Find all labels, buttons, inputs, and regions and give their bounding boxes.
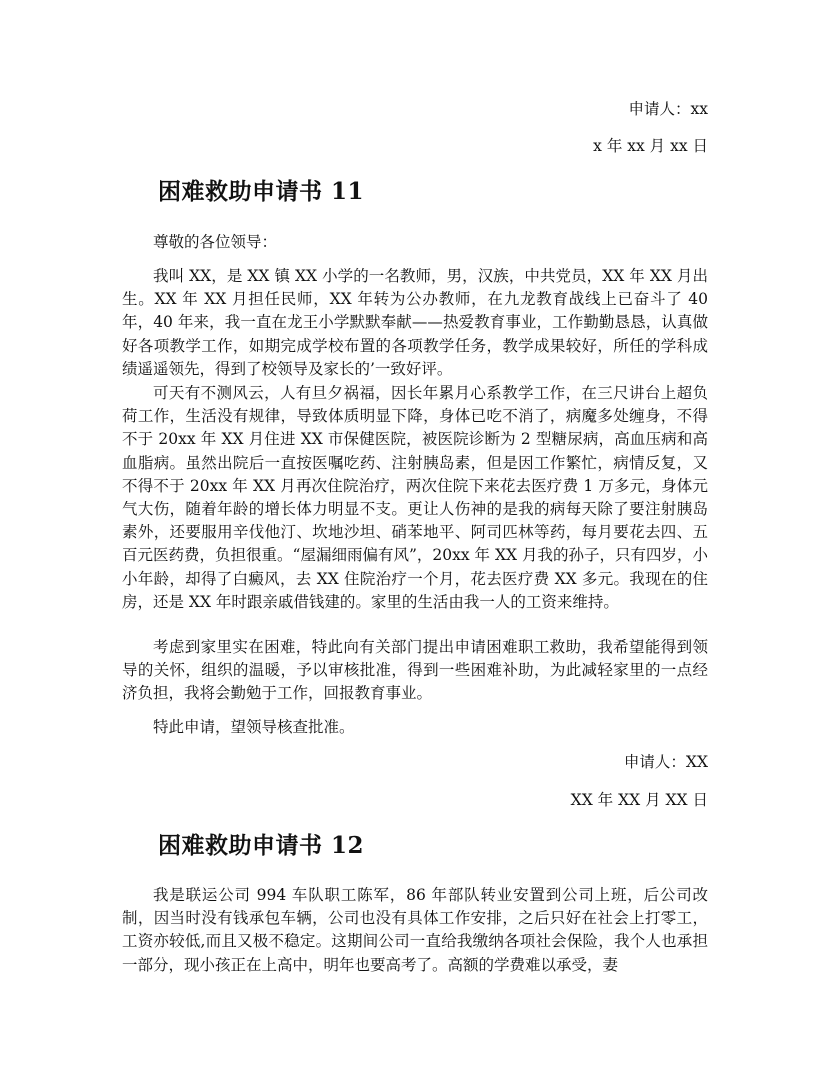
letter-11-paragraph-2: 可天有不测风云，人有旦夕祸福，因长年累月心系教学工作，在三尺讲台上超负荷工作，生活没有规律，导致体质明显下降，身体已吃不消了，病魔多处缠身，不得不于 20xx 年 XX 月住进 XX 市保健医院，被医院诊断为 2 型糖尿病，高血压病和高血脂病。虽然出院后一直按医嘱吃药、注射胰岛素，但是因工作繁忙，病情反复，又不得不于 20xx 年 XX 月再次住院治疗，两次住院下来花去医疗费 1 万多元，身体元气大伤，随着年龄的增长体力明显不支。更让人伤神的是我的病每天除了要注射胰岛素外，还要服用辛伐他汀、坎地沙坦、硝苯地平、阿司匹林等药，每月要花去四、五百元医药费，负担很重。“屋漏细雨偏有风”，20xx 年 XX 月我的孙子，只有四岁，小小年龄，却得了白癜风，去 XX 住院治疗一个月，花去医疗费 XX 多元。我现在的住房，还是 XX 年时跟亲戚借钱建的。家里的生活由我一人的工资来维持。 bbox=[122, 384, 708, 611]
top-signature-date: x 年 xx 月 xx 日 bbox=[593, 137, 708, 155]
letter-12-paragraph-1: 我是联运公司 994 车队职工陈军，86 年部队转业安置到公司上班，后公司改制，因当时没有钱承包车辆，公司也没有具体工作安排，之后只好在社会上打零工，工资亦较低,而且又极不稳定。这期间公司一直给我缴纳各项社会保险，我个人也承担一部分，现小孩正在上高中，明年也要高考了。高额的学费难以承受，妻 bbox=[122, 886, 708, 974]
letter-11-paragraph-3: 考虑到家里实在困难，特此向有关部门提出申请困难职工救助，我希望能得到领导的关怀，组织的温暖，予以审核批准，得到一些困难补助，为此减轻家里的一点经济负担，我将会勤勉于工作，回报教育事业。 bbox=[122, 638, 708, 703]
letter-11-salutation: 尊敬的各位领导： bbox=[153, 233, 278, 251]
top-applicant-signature: 申请人：xx bbox=[628, 100, 708, 118]
letter-11-date: XX 年 XX 月 XX 日 bbox=[570, 791, 708, 809]
letter-12-title: 困难救助申请书 12 bbox=[158, 832, 365, 859]
letter-11-title: 困难救助申请书 11 bbox=[158, 178, 365, 205]
letter-11-paragraph-1: 我叫 XX，是 XX 镇 XX 小学的一名教师，男，汉族，中共党员，XX 年 XX 月出生。XX 年 XX 月担任民师，XX 年转为公办教师，在九龙教育战线上已奋斗了 40 年，40 年来，我一直在龙王小学默默奉献——热爱教育事业，工作勤勤恳恳，认真做好各项教学工作，如期完成学校布置的各项教学任务，教学成果较好，所任的学科成绩遥遥领先，得到了校领导及家长的’一致好评。 bbox=[122, 267, 708, 378]
letter-11-paragraph-4: 特此申请，望领导核查批准。 bbox=[153, 718, 355, 736]
letter-11-applicant-signature: 申请人：XX bbox=[623, 753, 708, 771]
